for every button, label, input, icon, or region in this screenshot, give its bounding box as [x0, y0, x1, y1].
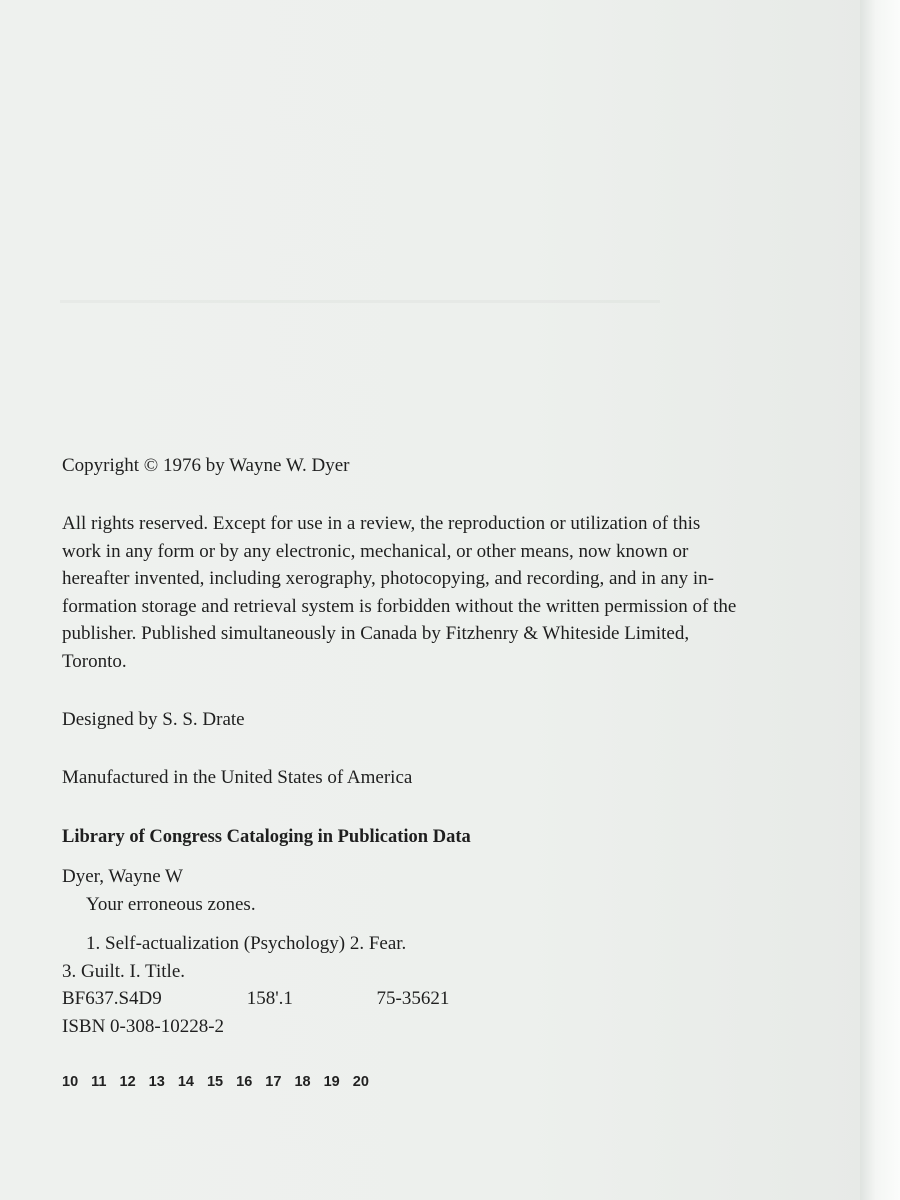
cip-call-row — [62, 985, 449, 1013]
cip-heading: Library of Congress Cataloging in Publication Data — [62, 827, 471, 847]
rights-line: hereafter invented, including xerography, photocopying, and recording, and in any in- — [62, 568, 714, 589]
rights-line: publisher. Published simultaneously in Canada by Fitzhenry & Whiteside Limited, — [62, 623, 690, 644]
rights-line: All rights reserved. Except for use in a review, the reproduction or utilization of this — [62, 513, 701, 534]
cip-block — [62, 863, 449, 1040]
manufacture-notice: Manufactured in the United States of America — [62, 767, 413, 788]
cip-author: Dyer, Wayne W — [62, 866, 183, 887]
cip-subjects-line1: 1. Self-actualization (Psychology) 2. Fear. — [86, 933, 407, 954]
designer-credit: Designed by S. S. Drate — [62, 709, 245, 730]
rights-line: formation storage and retrieval system is forbidden without the written permission of the — [62, 595, 737, 617]
next-page-edge — [860, 0, 900, 1200]
cip-dewey: 158'.1 — [246, 988, 293, 1009]
rights-paragraph — [62, 510, 842, 675]
cip-isbn: ISBN 0-308-10228-2 — [62, 1015, 225, 1037]
copyright-notice: Copyright © 1976 by Wayne W. Dyer — [62, 455, 350, 476]
cip-title: Your erroneous zones. — [86, 893, 256, 915]
cip-lccn: 75-35621 — [376, 988, 450, 1009]
printing-line: 10 11 12 13 14 15 16 17 18 19 20 — [62, 1074, 369, 1090]
cip-call-number: BF637.S4D9 — [62, 988, 162, 1009]
bleed-through-rule — [60, 300, 660, 303]
rights-line: Toronto. — [62, 650, 127, 672]
rights-line: work in any form or by any electronic, mechanical, or other means, now known or — [62, 540, 689, 562]
cip-subjects-line2: 3. Guilt. I. Title. — [62, 960, 185, 982]
